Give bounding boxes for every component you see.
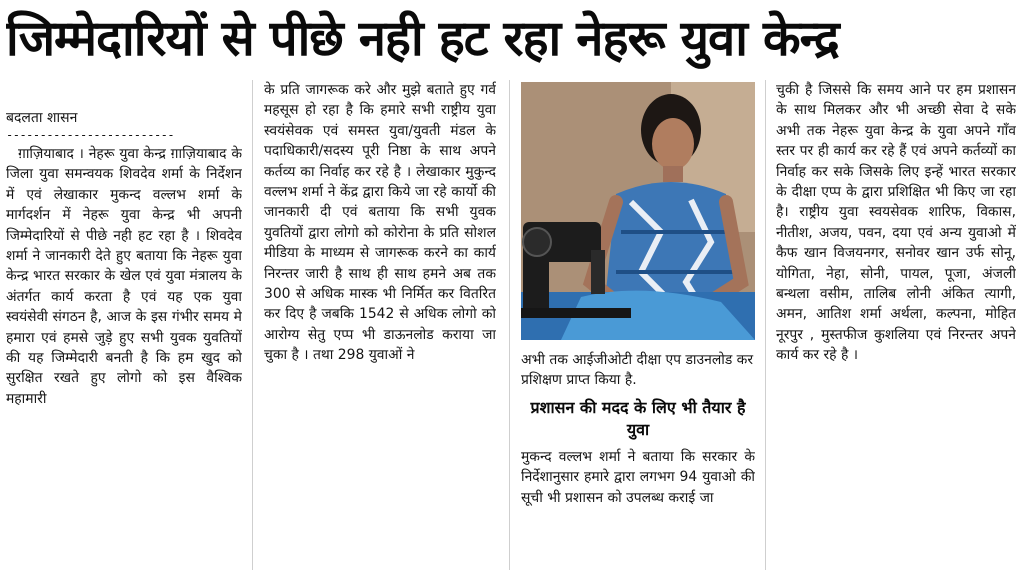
article-column-4 bbox=[776, 80, 1016, 570]
column-4-text: चुकी है जिससे कि समय आने पर हम प्रशासन के साथ मिलकर और भी अच्छी सेवा दे सके अभी तक नेहरू युवा केन्द्र के युवा अपने गाँव स्तर पर ही कार्य कर रहे हैं एवं अपने कर्तव्यों का निर्वाह कर सके जिसके लिए इन्हें भारत सरकार के दीक्षा एप्प के द्वारा प्रशिक्षित भी किए जा रहा है। राष्ट्रीय युवा स्वयसेवक शारिफ, विकास, नीतीश, अजय, पवन, दया एवं अन्य युवाओ में कैफ खान विजयनगर, सनोवर खान उर्फ सोनू, योगिता, नेहा, सोनी, पायल, पूजा, अंजली बन्थला वसीम, तालिब लोनी अंकित त्यागी, अमन, आतिश शर्मा अर्थला, कल्पना, मोहित नूरपुर , मुस्तफीज कुशलिया एवं निरन्तर अपने कार्य कर रहे है । bbox=[776, 82, 1016, 364]
article-column-2 bbox=[264, 80, 496, 570]
column-3-text: मुकन्द वल्लभ शर्मा ने बताया कि सरकार के निर्देशानुसार हमारे द्वारा लगभग 94 युवाओ की सूची भी प्रशासन को उपलब्ध कराई जा bbox=[521, 448, 755, 506]
column-divider bbox=[509, 80, 510, 570]
column-1-text: ग़ाज़ियाबाद । नेहरू युवा केन्द्र ग़ाज़ियाबाद के जिला युवा समन्वयक शिवदेव शर्मा के निर्देशन में एवं लेखाकार मुकन्द वल्लभ शर्मा के मार्गदर्शन में नेहरू युवा केन्द्र भी अपनी जिम्मेदारियों से पीछे नही हट रहा है । शिवदेव शर्मा ने जानकारी देते हुए बताया कि नेहरू युवा केन्द्र भारत सरकार के खेल एवं युवा मंत्रालय के अंतर्गत कार्य करता है एवं यह एक युवा स्वयंसेवी संगठन है, आज के इस गंभीर समय मे हमारा एवं हमसे जुड़े हुए सभी युवक युवतियों की यह जिम्मेदारी बनती है कि हम खुद को सुरक्षित रखते हुए लोगो को इस वैश्विक महामारी bbox=[6, 146, 242, 407]
column-divider bbox=[252, 80, 253, 570]
column-divider bbox=[765, 80, 766, 570]
column-2-text: के प्रति जागरूक करे और मुझे बताते हुए गर्व महसूस हो रहा है कि हमारे सभी राष्ट्रीय युवा स्वयंसेवक एवं समस्त युवा/युवती मंडल के पदाधिकारी/सदस्य पूरी निष्ठा के साथ अपने कर्तव्य का निर्वाह कर रहे है । लेखाकार मुकुन्द वल्लभ शर्मा ने केंद्र द्वारा किये जा रहे कार्यो की जानकारी दी एवं बताया कि सभी युवक युवतियों द्वारा लोगो को कोरोना के प्रति सोशल मीडिया के माध्यम से जागरूक करने का कार्य निरन्तर जारी है साथ ही साथ हमने अब तक 300 से अधिक मास्क भी निर्मित कर वितरित कर दिए है जबकि 1542 से अधिक लोगो को आरोग्य सेतु एप्प भी डाऊनलोड कराया जा चुका है । तथा 298 युवाओं ने bbox=[264, 82, 496, 364]
subheading: प्रशासन की मदद के लिए भी तैयार है युवा bbox=[530, 397, 746, 439]
byline: बदलता शासन bbox=[6, 110, 78, 126]
photo-caption: अभी तक आईजीओटी दीक्षा एप डाउनलोड कर प्रशिक्षण प्राप्त किया है. bbox=[521, 352, 754, 389]
headline: जिम्मेदारियों से पीछे नही हट रहा नेहरू युवा केन्द्र bbox=[6, 10, 839, 67]
article-column-3 bbox=[521, 82, 755, 572]
sewing-photo bbox=[521, 82, 755, 340]
byline-rule: ------------------------- bbox=[6, 128, 175, 142]
article-column-1 bbox=[6, 80, 242, 570]
